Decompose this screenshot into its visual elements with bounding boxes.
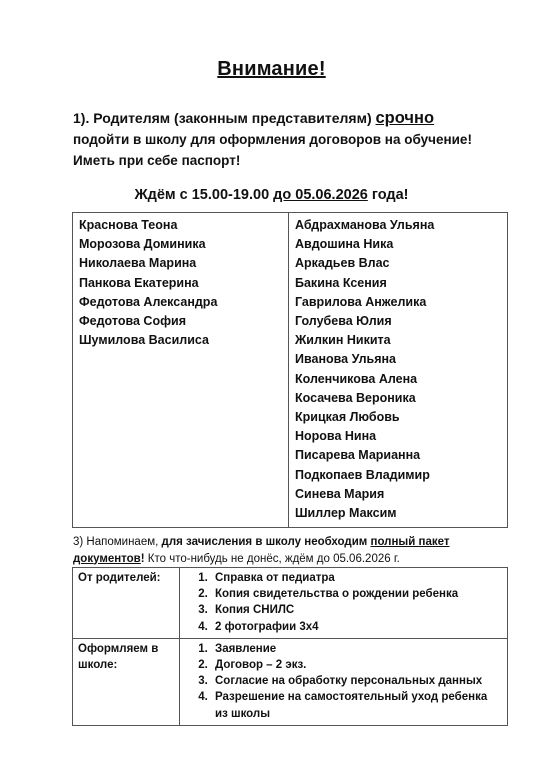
student-name: Аркадьев Влас (295, 256, 390, 271)
reminder-deadline: Кто что-нибудь не донёс, ждём до 05.06.2026 г. (147, 552, 400, 565)
deadline-date: до 05.06.2026 (273, 187, 368, 203)
student-name: Шиллер Максим (295, 506, 397, 521)
reminder-emphasis: для зачисления в школу необходим (161, 536, 371, 548)
documents-cell (180, 638, 508, 725)
student-name: Голубева Юлия (295, 314, 392, 329)
student-name: Подкопаев Владимир (295, 467, 430, 482)
notice-line-1 (73, 108, 523, 129)
student-name: Крицкая Любовь (295, 410, 400, 425)
parents-notice (73, 108, 523, 171)
reminder-exclamation: ! (140, 552, 148, 565)
student-name: Морозова Доминика (79, 237, 206, 252)
document-item: 1. Заявление (211, 641, 503, 657)
students-column-right (289, 213, 508, 528)
row-label: От родителей: (73, 568, 180, 639)
document-item: 2. Копия свидетельства о рождении ребенка (211, 586, 503, 602)
notice-line-2: подойти в школу для оформления договоров на обучение! (73, 132, 472, 147)
documents-cell (180, 568, 508, 639)
student-name: Абдрахманова Ульяна (295, 218, 435, 232)
student-name: Федотова София (79, 314, 186, 329)
student-name: Федотова Александра (79, 294, 218, 309)
student-name: Норова Нина (295, 429, 377, 444)
student-name: Косачева Вероника (295, 390, 416, 405)
student-name: Писарева Марианна (295, 448, 421, 463)
waiting-hours (0, 187, 543, 203)
document-item: 4. 2 фотографии 3х4 (211, 619, 503, 635)
student-name: Шумилова Василиса (79, 333, 209, 348)
full-package-phrase: полный пакет документов (73, 536, 450, 565)
document-item: 1. Справка от педиатра (211, 570, 503, 586)
documents-list (185, 641, 503, 722)
student-name: Николаева Марина (79, 256, 197, 271)
student-name: Коленчикова Алена (295, 371, 418, 386)
student-name: Гаврилова Анжелика (295, 294, 427, 309)
document-item: 4. Разрешение на самостоятельный уход ребенка из школы (211, 689, 503, 721)
student-name: Краснова Теона (79, 218, 178, 232)
document-item: 3. Согласие на обработку персональных данных (211, 673, 503, 689)
student-name: Бакина Ксения (295, 275, 387, 290)
page-title: Внимание! (217, 58, 326, 80)
documents-reminder (73, 534, 523, 567)
documents-row-school (73, 638, 508, 725)
documents-table (72, 567, 508, 726)
waiting-hours-prefix: Ждём с 15.00-19.00 (134, 187, 274, 203)
student-name: Жилкин Никита (295, 333, 391, 348)
students-table (72, 212, 508, 528)
notice-line-3: Иметь при себе паспорт! (73, 153, 241, 168)
documents-list (185, 570, 503, 635)
reminder-intro: 3) Напоминаем, (73, 536, 162, 548)
document-item: 2. Договор – 2 экз. (211, 657, 503, 673)
students-row (73, 213, 508, 528)
student-name: Синева Мария (295, 486, 385, 501)
student-name: Панкова Екатерина (79, 275, 199, 290)
student-name: Авдошина Ника (295, 237, 394, 252)
student-name: Иванова Ульяна (295, 352, 396, 367)
waiting-hours-suffix: года! (367, 187, 409, 203)
urgent-word: срочно (375, 109, 435, 127)
students-column-left (73, 213, 289, 528)
notice-line-1-text: 1). Родителям (законным представителям) (73, 110, 376, 126)
document-item: 3. Копия СНИЛС (211, 602, 503, 618)
row-label: Оформляем в школе: (73, 638, 180, 725)
documents-row-parents (73, 568, 508, 639)
